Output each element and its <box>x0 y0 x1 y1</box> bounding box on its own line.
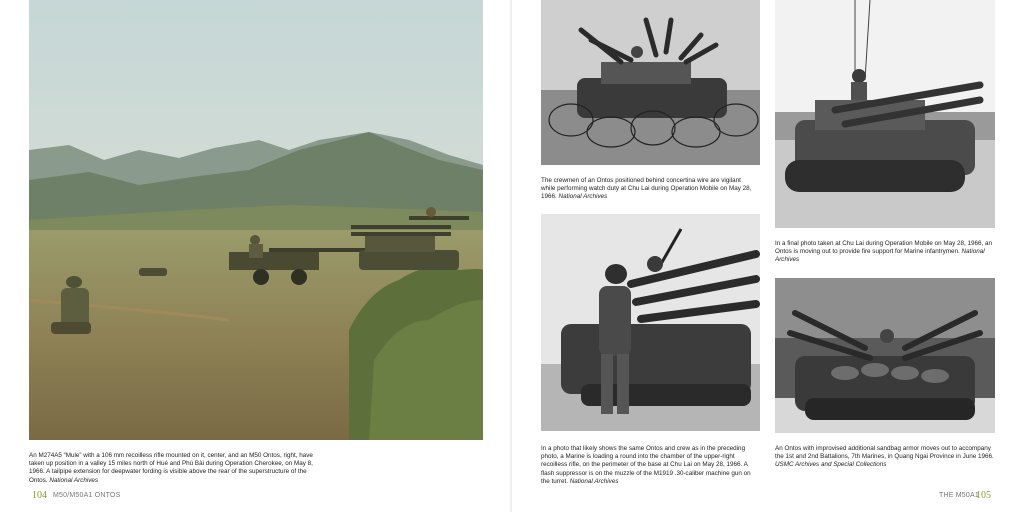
caption-line: taken up position in a valley 15 miles north of Hué and Phú Bài during Operation Cherokee, on May 8, <box>29 460 313 468</box>
page-number-left: 104 <box>32 490 47 501</box>
running-head-right: THE M50A1 <box>939 492 979 499</box>
caption-line: In a final photo taken at Chu Lai during Operation Mobile on May 28, 1966, an <box>775 240 993 247</box>
caption-line: recoilless rifle, on the perimeter of the base at Chu Lai on May 28, 1966. A <box>541 461 748 469</box>
bw-photo-ontos-concertina-wire <box>541 0 760 165</box>
caption-bottom-right <box>775 445 1005 470</box>
caption-line: Ontos is moving out to provide fire support for Marine infantrymen. <box>775 248 960 256</box>
caption-credit: National Archives <box>49 476 99 484</box>
left-photo-caption <box>29 452 329 485</box>
caption-top-left <box>541 177 763 202</box>
caption-credit: National <box>961 248 985 256</box>
caption-line: 1966. A tailpipe extension for deepwater fording is visible above the rear of the superstructure of the <box>29 468 307 476</box>
caption-line: the turret. <box>541 477 568 485</box>
caption-line: Ontos. <box>29 476 48 484</box>
bw-photo-marine-loading-round <box>541 214 760 431</box>
bw-photo-ontos-moving-out <box>775 0 995 228</box>
caption-line: flash suppressor is on the muzzle of the M1919 .30-caliber machine gun on <box>541 469 751 477</box>
color-photo-valley-ontos <box>29 0 483 440</box>
caption-bottom-left <box>541 445 771 486</box>
caption-line: photo, a Marine is loading a round into the chamber of the upper-right <box>541 453 735 461</box>
caption-credit: Archives <box>775 256 800 264</box>
caption-line: An M274A5 “Mule” with a 106 mm recoilless rifle mounted on it, center, and an M50 Ontos, right, have <box>29 452 313 459</box>
caption-line: the 1st and 2nd Battalions, 7th Marines, in Quang Ngai Province in June 1966. <box>775 453 994 461</box>
caption-credit: National Archives <box>569 477 619 485</box>
caption-line: while performing watch duty at Chu Lai during Operation Mobile on May 28, <box>541 185 752 193</box>
caption-credit: National Archives <box>558 193 608 201</box>
caption-line: In a photo that likely shows the same Ontos and crew as in the preceding <box>541 445 746 452</box>
right-page <box>512 0 1024 512</box>
caption-line: The crewmen of an Ontos positioned behind concertina wire are vigilant <box>541 177 741 184</box>
caption-line: 1966. <box>541 193 557 201</box>
caption-line: An Ontos with improvised additional sandbag armor moves out to accompany <box>775 445 991 452</box>
caption-credit: USMC Archives and Special Collections <box>775 461 887 469</box>
running-head-left: M50/M50A1 ONTOS <box>53 492 121 499</box>
caption-top-right <box>775 240 1000 265</box>
page-number-right: 105 <box>976 490 991 501</box>
bw-photo-ontos-sandbag-armor <box>775 278 995 433</box>
